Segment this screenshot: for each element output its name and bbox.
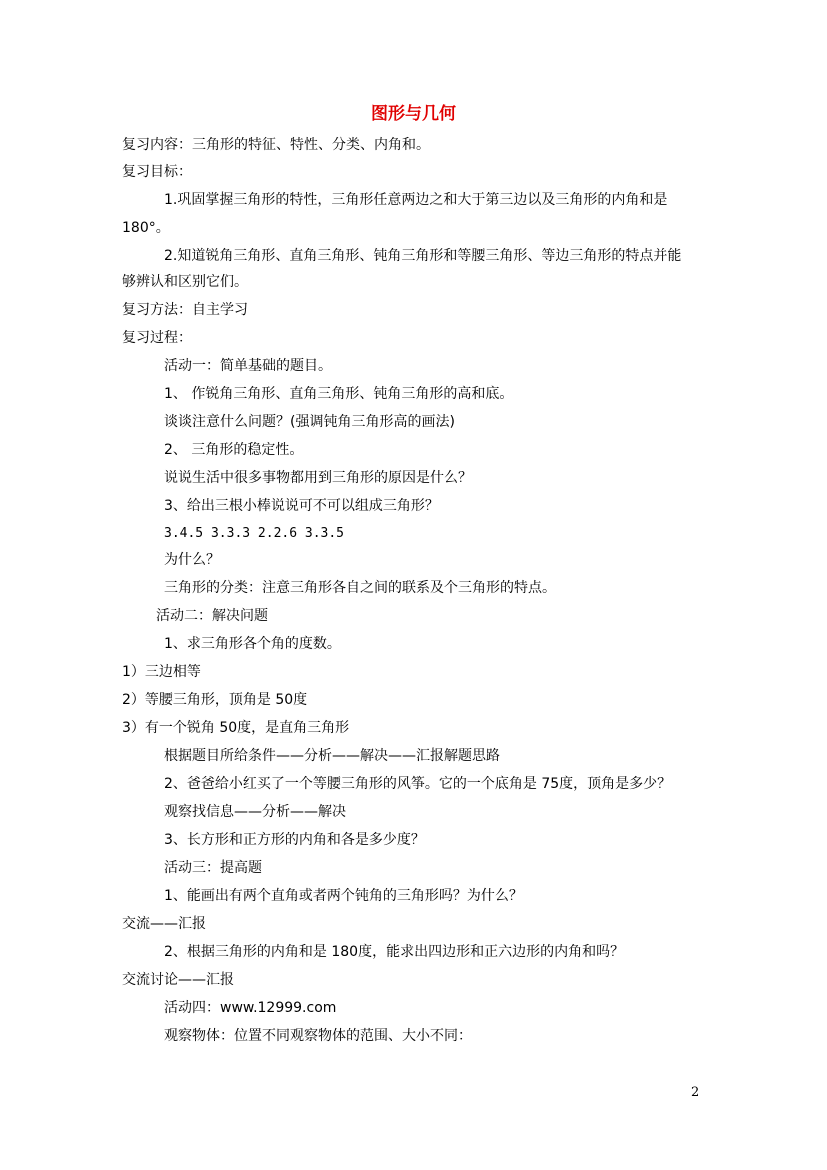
- review-content: 复习内容：三角形的特征、特性、分类、内角和。: [122, 137, 430, 153]
- activity-4-heading: 活动四：www.12999.com: [164, 1000, 337, 1016]
- discussion-report: 交流讨论——汇报: [122, 972, 234, 988]
- activity-1-note-2: 说说生活中很多事物都用到三角形的原因是什么？: [164, 470, 472, 486]
- case-1: 1）三边相等: [122, 664, 201, 680]
- activity-2-item-3: 3、长方形和正方形的内角和各是多少度？: [164, 832, 425, 848]
- review-process-heading: 复习过程：: [122, 330, 192, 346]
- observe-objects: 观察物体：位置不同观察物体的范围、大小不同：: [164, 1028, 472, 1044]
- goal-2-cont: 够辨认和区别它们。: [122, 274, 248, 290]
- page-number: 2: [691, 1085, 700, 1100]
- page-title: 图形与几何: [371, 104, 456, 124]
- activity-1-note-1: 谈谈注意什么问题？(强调钝角三角形高的画法): [164, 414, 455, 430]
- activity-2-heading: 活动二：解决问题: [156, 608, 268, 624]
- activity-1-heading: 活动一：简单基础的题目。: [164, 358, 332, 374]
- review-method: 复习方法：自主学习: [122, 302, 248, 318]
- review-goals-heading: 复习目标：: [122, 164, 192, 180]
- case-3: 3）有一个锐角 50度，是直角三角形: [122, 720, 350, 736]
- goal-1-cont: 180°。: [122, 220, 170, 236]
- activity-2-item-1: 1、求三角形各个角的度数。: [164, 636, 341, 652]
- activity-1-item-3: 3、给出三根小棒说说可不可以组成三角形？: [164, 498, 439, 514]
- activity-1-item-2: 2、 三角形的稳定性。: [164, 442, 304, 458]
- why-question: 为什么？: [164, 552, 220, 568]
- goal-1: 1.巩固掌握三角形的特性，三角形任意两边之和大于第三边以及三角形的内角和是: [164, 192, 668, 208]
- activity-3-item-2: 2、根据三角形的内角和是 180度，能求出四边形和正六边形的内角和吗？: [164, 944, 625, 960]
- activity-3-heading: 活动三：提高题: [164, 860, 262, 876]
- observe-steps: 观察找信息——分析——解决: [164, 804, 346, 820]
- exchange-report: 交流——汇报: [122, 916, 206, 932]
- solving-steps: 根据题目所给条件——分析——解决——汇报解题思路: [164, 748, 500, 764]
- case-2: 2）等腰三角形，顶角是 50度: [122, 692, 308, 708]
- activity-2-item-2: 2、爸爸给小红买了一个等腰三角形的风筝。它的一个底角是 75度，顶角是多少？: [164, 776, 672, 792]
- stick-sets: 3.4.5 3.3.3 2.2.6 3.3.5: [164, 526, 345, 541]
- classification-note: 三角形的分类：注意三角形各自之间的联系及个三角形的特点。: [164, 580, 556, 596]
- goal-2: 2.知道锐角三角形、直角三角形、钝角三角形和等腰三角形、等边三角形的特点并能: [164, 248, 682, 264]
- activity-1-item-1: 1、 作锐角三角形、直角三角形、钝角三角形的高和底。: [164, 386, 514, 402]
- activity-3-item-1: 1、能画出有两个直角或者两个钝角的三角形吗？为什么？: [164, 888, 523, 904]
